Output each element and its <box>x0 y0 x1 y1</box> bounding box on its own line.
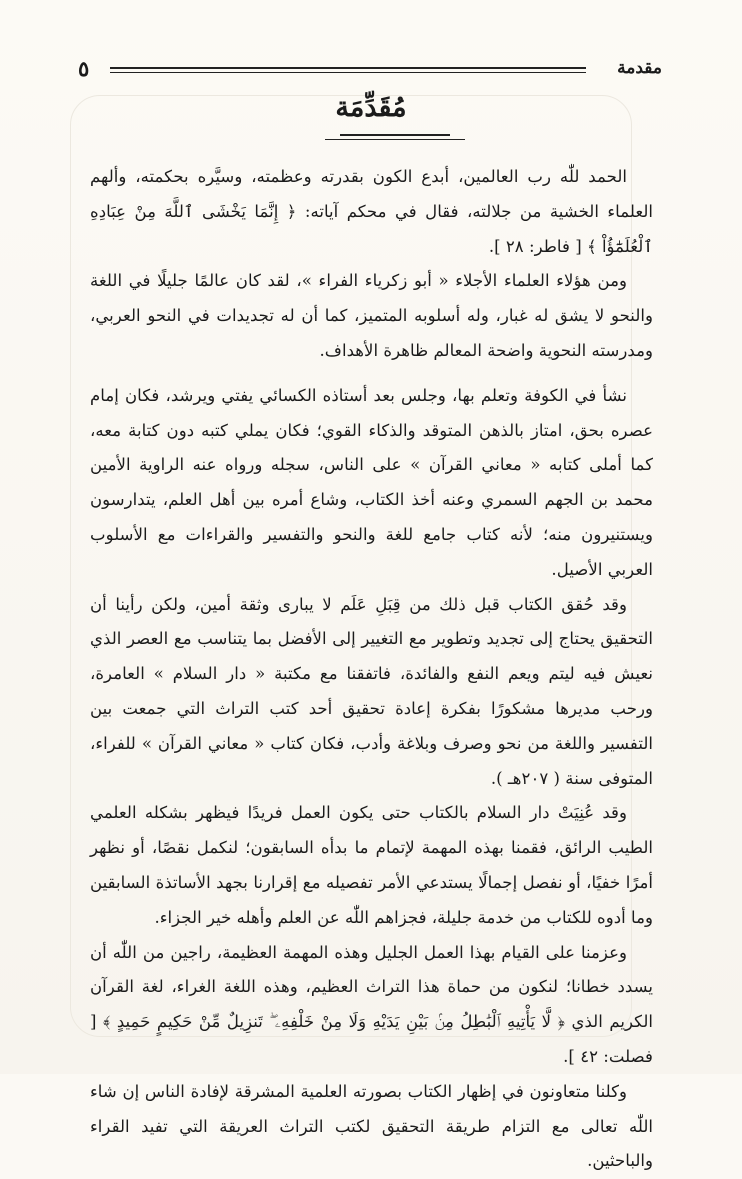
paragraph: وعزمنا على القيام بهذا العمل الجليل وهذه المهمة العظيمة، راجين من اللّٰه أن يسدد خطانا؛ لنكون من حماة هذا التراث العظيم، وهذه اللغة الغراء، لغة القرآن الكريم الذي ﴿ لَّا يَأْتِيهِ ٱلْبَٰطِلُ مِنۢ بَيْنِ يَدَيْهِ وَلَا مِنْ خَلْفِهِۦ ۖ تَنزِيلٌ مِّنْ حَكِيمٍ حَمِيدٍ ﴾ [ فصلت: ٤٢ ]. <box>90 942 653 1066</box>
page-header <box>78 56 662 86</box>
paragraph: وكلنا متعاونون في إظهار الكتاب بصورته العلمية المشرقة لإفادة الناس إن شاء اللّٰه تعالى مع التزام طريقة التحقيق لكتب التراث العريقة التي تفيد القراء والباحثين. <box>90 1081 653 1171</box>
paragraph: وقد حُقق الكتاب قبل ذلك من قِبَلِ عَلَم لا يبارى وثقة أمين، ولكن رأينا أن التحقيق يحتاج إلى تجديد وتطوير مع التغيير إلى الأفضل بما يتناسب مع العصر الذي نعيش فيه ليتم ويعم النفع والفائدة، فاتفقنا مع مكتبة « دار السلام » العامرة، ورحب مديرها مشكورًا بفكرة إعادة تحقيق أحد كتب التراث التي جمعت بين التفسير واللغة من نحو وصرف وبلاغة وأدب، فكان كتاب « معاني القرآن » للفراء، المتوفى سنة ( ٢٠٧هـ ). <box>90 594 653 788</box>
chapter-title: مُقَدِّمَة <box>335 92 407 123</box>
page-number: ٥ <box>78 56 90 81</box>
body-text <box>90 160 653 1179</box>
running-title: مقدمة <box>617 58 662 78</box>
title-underline-thin <box>325 139 465 140</box>
paragraph: وقد عُنِيَتْ دار السلام بالكتاب حتى يكون العمل فريدًا فيظهر بشكله العلمي الطيب الرائق، فقمنا بهذه المهمة لإتمام ما بدأه السابقون؛ لنكمل نقصًا، أو نظهر أمرًا خفيًا، أو نفصل إجمالًا يستدعي الأمر تفصيله مع إقرارنا بجهد الأساتذة السابقين وما أدوه للكتاب من خدمة جليلة، فجزاهم اللّٰه عن العلم وأهله خير الجزاء. <box>90 803 653 927</box>
paragraph: الحمد للّٰه رب العالمين، أبدع الكون بقدرته وعظمته، وسيَّره بحكمته، وألهم العلماء الخشية من جلالته، فقال في محكم آياته: ﴿ إِنَّمَا يَخْشَى ٱللَّهَ مِنْ عِبَادِهِ ٱلْعُلَمَٰٓؤُاْ ﴾ [ فاطر: ٢٨ ]. <box>90 167 653 256</box>
header-rule <box>110 67 586 73</box>
title-underline <box>340 134 450 136</box>
paragraph: نشأ في الكوفة وتعلم بها، وجلس بعد أستاذه الكسائي يفتي ويرشد، فكان إمام عصره بحق، امتاز بالذهن المتوقد والذكاء القوي؛ فكان يملي كتبه دون كتابة معه، كما أملى كتابه « معاني القرآن » على الناس، سجله ورواه عنه الراوية الأمين محمد بن الجهم السمري وعنه أخذ الكتاب، وشاع أمره بين أهل العلم، يتدارسون ويستنيرون منه؛ لأنه كتاب جامع للغة والنحو والتفسير والقراءات مع الأسلوب العربي الأصيل. <box>90 385 653 579</box>
paragraph: ومن هؤلاء العلماء الأجلاء « أبو زكرياء الفراء »، لقد كان عالمًا جليلًا في اللغة والنحو لا يشق له غبار، وله أسلوبه المتميز، كما أن له تجديدات في النحو العربي، ومدرسته النحوية واضحة المعالم ظاهرة الأهداف. <box>90 271 653 360</box>
